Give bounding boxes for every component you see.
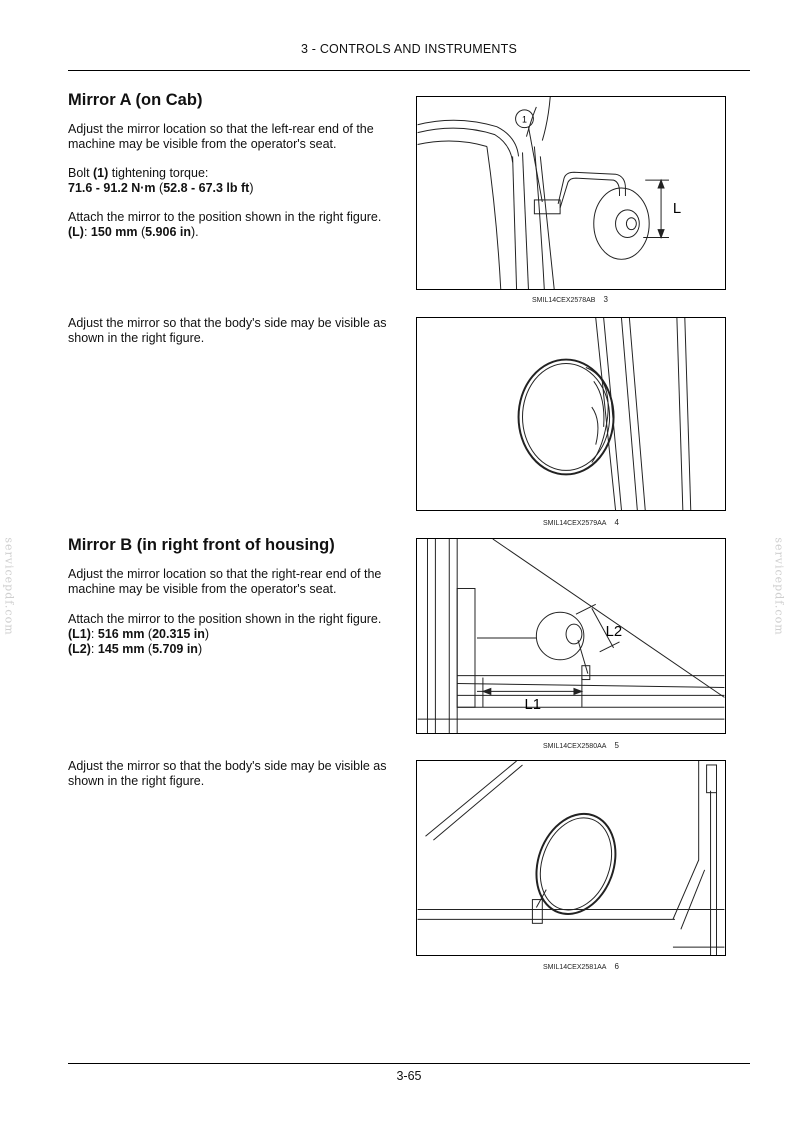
figure-4-code: SMIL14CEX2579AA <box>543 520 607 527</box>
dim-l2-open: ( <box>144 642 153 656</box>
dim-l-label: (L) <box>68 225 84 239</box>
dim-l1-open: ( <box>144 627 153 641</box>
figure-5-number: 5 <box>614 741 619 750</box>
figure-4-number: 4 <box>614 518 619 527</box>
watermark-left: servicepdf.com <box>2 537 16 636</box>
watermark-right: servicepdf.com <box>772 537 786 636</box>
figure-3-mirror-a-cab <box>416 96 726 290</box>
figure-5-dimension-l1: L1 <box>524 697 541 714</box>
dim-l1-label: (L1) <box>68 627 91 641</box>
dim-l2-label: (L2) <box>68 642 91 656</box>
dim-l-imperial: 5.906 in <box>145 225 191 239</box>
section-a-heading: Mirror A (on Cab) <box>68 91 203 109</box>
dim-l1-sep: : <box>90 627 98 641</box>
figure-3-callout-1: 1 <box>522 114 527 125</box>
section-a-attach-text: Attach the mirror to the position shown in the right figure. <box>68 210 382 224</box>
dim-l-value: 150 mm <box>90 225 138 239</box>
section-a-instruction-3 <box>68 210 408 240</box>
page-header: 3 - CONTROLS AND INSTRUMENTS <box>300 42 518 56</box>
torque-close: ) <box>249 181 254 195</box>
figure-6-mirror-b-view <box>416 760 726 956</box>
figure-3-caption <box>532 295 608 304</box>
figure-5-code: SMIL14CEX2580AA <box>543 743 607 750</box>
figure-4-mirror-a-view <box>416 317 726 511</box>
dim-l2-imperial: 5.709 in <box>152 642 198 656</box>
figure-6-number: 6 <box>614 962 619 971</box>
dim-l1-value: 516 mm <box>97 627 145 641</box>
figure-3-dimension-l: L <box>672 200 682 217</box>
figure-4-caption <box>543 518 619 527</box>
torque-imperial: 52.8 - 67.3 lb ft <box>163 181 250 195</box>
figure-5-caption <box>543 741 619 750</box>
footer-divider <box>68 1063 750 1064</box>
section-b-instruction-2 <box>68 612 408 657</box>
page-number: 3-65 <box>396 1069 422 1083</box>
figure-3-number: 3 <box>603 295 608 304</box>
section-b-heading: Mirror B (in right front of housing) <box>68 536 335 554</box>
section-b-instruction-3: Adjust the mirror so that the body's side may be visible as shown in the right figure. <box>68 759 387 788</box>
figure-3-code: SMIL14CEX2578AB <box>532 297 596 304</box>
section-a-instruction-4: Adjust the mirror so that the body's side may be visible as shown in the right figure. <box>68 316 387 345</box>
figure-3-drawing <box>417 97 725 289</box>
figure-4-drawing <box>417 318 725 510</box>
torque-label-post: tightening torque: <box>108 166 209 180</box>
header-divider <box>68 70 750 71</box>
figure-5-drawing <box>417 539 725 733</box>
dim-l1-imperial: 20.315 in <box>152 627 205 641</box>
dim-l2-close: ) <box>197 642 203 656</box>
figure-6-drawing <box>417 761 725 955</box>
torque-value: 71.6 - 91.2 N·m <box>68 181 156 195</box>
section-a-torque-spec <box>68 166 408 196</box>
torque-open: ( <box>155 181 164 195</box>
dim-l2-value: 145 mm <box>97 642 145 656</box>
dim-l-close: ). <box>191 225 199 239</box>
section-b-instruction-1: Adjust the mirror location so that the right-rear end of the machine may be visible from the operator's seat. <box>68 567 382 596</box>
figure-6-code: SMIL14CEX2581AA <box>543 964 607 971</box>
dim-l-sep: : <box>83 225 91 239</box>
figure-5-mirror-b-housing <box>416 538 726 734</box>
section-b-attach-text: Attach the mirror to the position shown in the right figure. <box>68 612 382 626</box>
section-a-instruction-1: Adjust the mirror location so that the left-rear end of the machine may be visible from the operator's seat. <box>68 122 374 151</box>
dim-l2-sep: : <box>90 642 98 656</box>
torque-label-bold: (1) <box>93 166 109 180</box>
torque-label-pre: Bolt <box>68 166 94 180</box>
dim-l-open: ( <box>137 225 146 239</box>
figure-5-dimension-l2: L2 <box>605 624 623 640</box>
dim-l1-close: ) <box>204 627 210 641</box>
figure-6-caption <box>543 962 619 971</box>
